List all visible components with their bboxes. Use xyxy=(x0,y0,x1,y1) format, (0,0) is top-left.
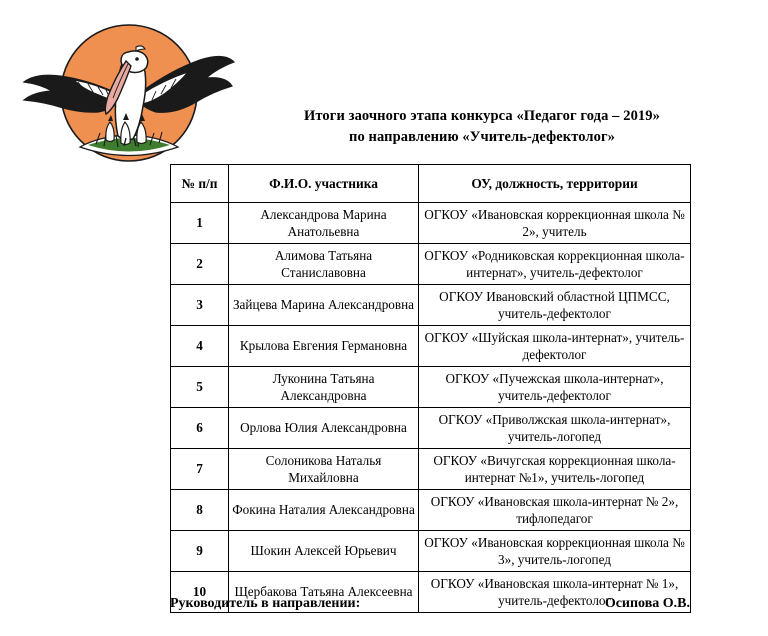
page-title-line-1: Итоги заочного этапа конкурса «Педагог года – 2019» xyxy=(304,108,660,124)
column-header-participant-name: Ф.И.О. участника xyxy=(229,165,419,203)
table-row xyxy=(171,408,691,449)
cell-organization: ОГКОУ «Ивановская школа-интернат № 1», учитель-дефектолог xyxy=(419,572,691,613)
cell-participant-name: Александрова Марина Анатольевна xyxy=(229,203,419,244)
table-row xyxy=(171,531,691,572)
table-row xyxy=(171,490,691,531)
table-row xyxy=(171,449,691,490)
cell-participant-name: Щербакова Татьяна Алексеевна xyxy=(229,572,419,613)
cell-participant-name: Шокин Алексей Юрьевич xyxy=(229,531,419,572)
cell-organization: ОГКОУ «Шуйская школа-интернат», учитель-дефектолог xyxy=(419,326,691,367)
cell-number: 6 xyxy=(171,408,229,449)
cell-number: 5 xyxy=(171,367,229,408)
pelican-logo xyxy=(18,14,240,172)
cell-participant-name: Орлова Юлия Александровна xyxy=(229,408,419,449)
cell-participant-name: Зайцева Марина Александровна xyxy=(229,285,419,326)
signature-role-label: Руководитель в направлении: xyxy=(170,596,361,611)
signatory-name: Осипова О.В. xyxy=(604,596,690,611)
cell-participant-name: Фокина Наталия Александровна xyxy=(229,490,419,531)
cell-organization: ОГКОУ «Ивановская коррекционная школа № 2», учитель xyxy=(419,203,691,244)
cell-participant-name: Луконина Татьяна Александровна xyxy=(229,367,419,408)
table-row xyxy=(171,285,691,326)
cell-organization: ОГКОУ Ивановский областной ЦПМСС, учитель-дефектолог xyxy=(419,285,691,326)
table-row xyxy=(171,326,691,367)
cell-organization: ОГКОУ «Родниковская коррекционная школа-интернат», учитель-дефектолог xyxy=(419,244,691,285)
table-row xyxy=(171,244,691,285)
cell-number: 7 xyxy=(171,449,229,490)
cell-number: 10 xyxy=(171,572,229,613)
cell-number: 8 xyxy=(171,490,229,531)
cell-organization: ОГКОУ «Ивановская школа-интернат № 2», тифлопедагог xyxy=(419,490,691,531)
pelican-emblem-icon xyxy=(18,14,240,172)
cell-participant-name: Солоникова Наталья Михайловна xyxy=(229,449,419,490)
results-table xyxy=(170,164,691,613)
cell-number: 4 xyxy=(171,326,229,367)
cell-number: 9 xyxy=(171,531,229,572)
signature-block xyxy=(170,596,690,612)
cell-number: 3 xyxy=(171,285,229,326)
table-row xyxy=(171,367,691,408)
page-title-line-2: по направлению «Учитель-дефектолог» xyxy=(348,129,616,145)
cell-organization: ОГКОУ «Ивановская коррекционная школа № 3», учитель-логопед xyxy=(419,531,691,572)
cell-number: 1 xyxy=(171,203,229,244)
cell-participant-name: Крылова Евгения Германовна xyxy=(229,326,419,367)
column-header-number: № п/п xyxy=(171,165,229,203)
table-row xyxy=(171,203,691,244)
pelican-eye xyxy=(135,57,139,61)
cell-number: 2 xyxy=(171,244,229,285)
cell-participant-name: Алимова Татьяна Станиславовна xyxy=(229,244,419,285)
table-header-row xyxy=(171,165,691,203)
column-header-organization: ОУ, должность, территории xyxy=(419,165,691,203)
cell-organization: ОГКОУ «Вичугская коррекционная школа-интернат №1», учитель-логопед xyxy=(419,449,691,490)
page-title xyxy=(262,106,702,148)
cell-organization: ОГКОУ «Приволжская школа-интернат», учитель-логопед xyxy=(419,408,691,449)
cell-organization: ОГКОУ «Пучежская школа-интернат», учитель-дефектолог xyxy=(419,367,691,408)
